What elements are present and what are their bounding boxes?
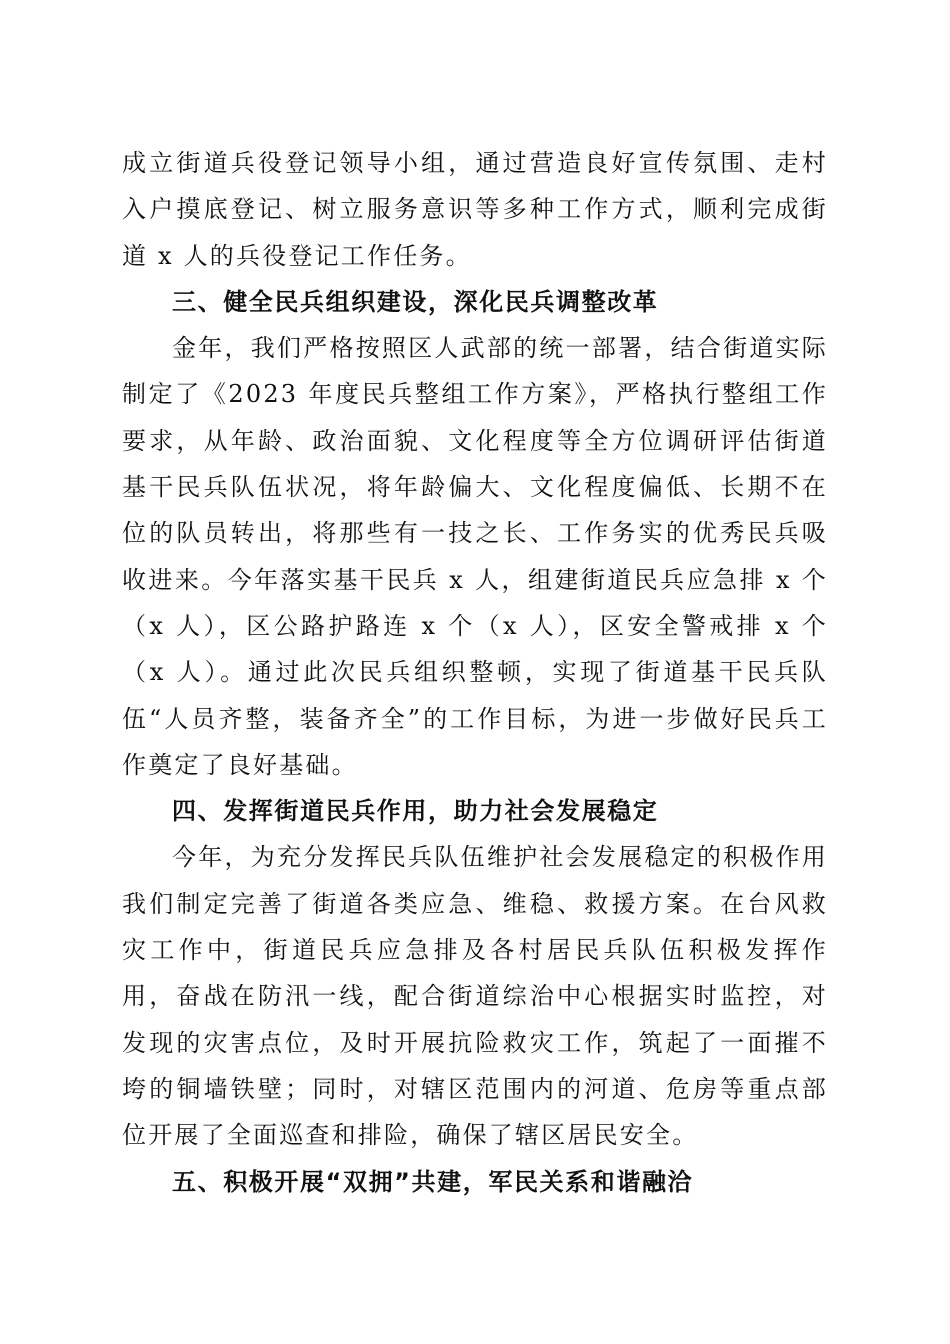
document-body: [122, 140, 828, 1205]
section-heading-3: 三、健全民兵组织建设，深化民兵调整改革: [172, 287, 659, 316]
paragraph-militia-reorganization: 金年，我们严格按照区人武部的统一部署，结合街道实际制定了《2023 年度民兵整组工作方案》，严格执行整组工作要求，从年龄、政治面貌、文化程度等全方位调研评估街道基干民兵队伍状况，将年龄偏大、文化程度偏低、长期不在位的队员转出，将那些有一技之长、工作务实的优秀民兵吸收进来。今年落实基干民兵 x 人，组建街道民兵应急排 x 个（x 人），区公路护路连 x 个（x 人），区安全警戒排 x 个（x 人）。通过此次民兵组织整顿，实现了街道基干民兵队伍“人员齐整，装备齐全”的工作目标，为进一步做好民兵工作奠定了良好基础。: [122, 334, 828, 779]
section-heading-4: 四、发挥街道民兵作用，助力社会发展稳定: [172, 797, 659, 826]
section-heading-5: 五、积极开展“双拥”共建，军民关系和谐融洽: [172, 1167, 694, 1196]
paragraph-militia-role: 今年，为充分发挥民兵队伍维护社会发展稳定的积极作用我们制定完善了街道各类应急、维稳、救援方案。在台风救灾工作中，街道民兵应急排及各村居民兵队伍积极发挥作用，奋战在防汛一线，配合街道综治中心根据实时监控，对发现的灾害点位，及时开展抗险救灾工作，筑起了一面摧不垮的铜墙铁壁；同时，对辖区范围内的河道、危房等重点部位开展了全面巡查和排险，确保了辖区居民安全。: [122, 843, 828, 1150]
paragraph-conscription-registration: 成立街道兵役登记领导小组，通过营造良好宣传氛围、走村入户摸底登记、树立服务意识等多种工作方式，顺利完成街道 x 人的兵役登记工作任务。: [122, 149, 828, 270]
